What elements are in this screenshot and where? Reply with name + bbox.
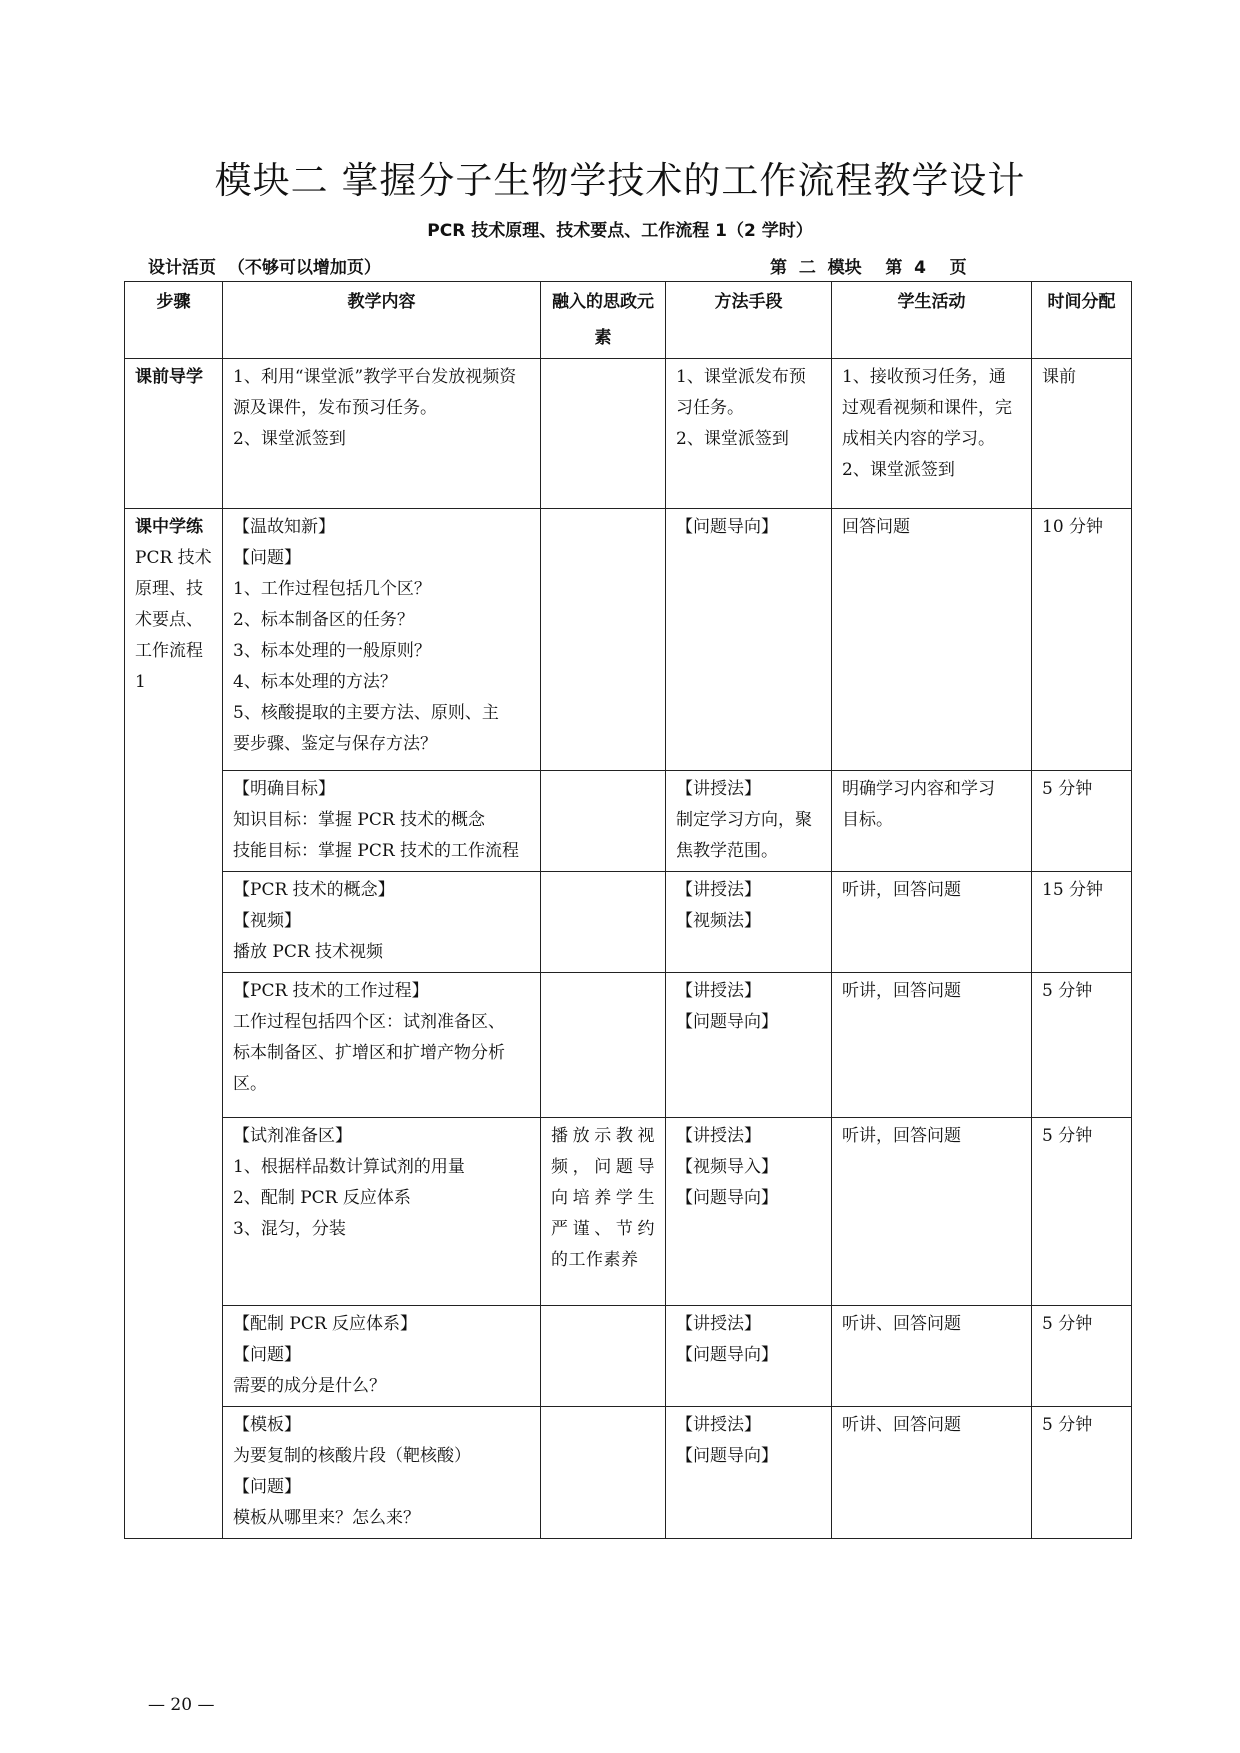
content-cell-line: 【视频】 <box>233 911 301 931</box>
lesson-plan-table <box>124 281 1132 1539</box>
content-cell-line: 1、根据样品数计算试剂的用量 <box>233 1157 465 1177</box>
content-cell <box>223 509 541 771</box>
content-cell-line: 3、混匀，分装 <box>233 1219 346 1239</box>
content-cell-line: 1、利用“课堂派”教学平台发放视频资 <box>233 367 517 387</box>
time-cell: 课前 <box>1032 359 1132 509</box>
content-cell-line: 需要的成分是什么？ <box>233 1376 386 1396</box>
module-page-label: 第 二 模块 第 4 页 <box>770 258 967 278</box>
student-activity-cell-line: 听讲、回答问题 <box>842 1415 961 1435</box>
ideology-cell <box>541 509 666 771</box>
method-cell-line: 1、课堂派发布预 <box>676 367 806 387</box>
content-cell-line: 工作过程包括四个区：试剂准备区、 <box>233 1012 505 1032</box>
ideology-text: 播放示教视频，问题导向培养学生严谨、节约的工作素养 <box>551 1126 655 1270</box>
table-header-row <box>125 282 1132 359</box>
content-cell <box>223 1118 541 1306</box>
student-activity-cell-line: 过观看视频和课件，完 <box>842 398 1012 418</box>
student-activity-cell <box>832 771 1032 872</box>
ideology-cell <box>541 973 666 1118</box>
content-cell-line: 区。 <box>233 1074 267 1094</box>
header-step: 步骤 <box>125 282 223 359</box>
method-cell <box>666 509 832 771</box>
content-cell-line: 【温故知新】 <box>233 517 335 537</box>
content-cell-line: 2、配制 PCR 反应体系 <box>233 1188 411 1208</box>
content-cell-line: 模板从哪里来？怎么来？ <box>233 1508 420 1528</box>
table-row <box>125 973 1132 1118</box>
table-row <box>125 771 1132 872</box>
content-cell-line: 【PCR 技术的工作过程】 <box>233 981 429 1001</box>
student-activity-cell-line: 听讲，回答问题 <box>842 981 961 1001</box>
student-activity-cell-line: 2、课堂派签到 <box>842 460 955 480</box>
step-cell <box>125 509 223 1539</box>
content-cell <box>223 1407 541 1539</box>
student-activity-cell <box>832 359 1032 509</box>
content-cell-line: 要步骤、鉴定与保存方法？ <box>233 734 437 754</box>
content-cell-line: 为要复制的核酸片段（靶核酸） <box>233 1446 471 1466</box>
content-cell-line: 【问题】 <box>233 1477 301 1497</box>
method-cell-line: 【视频导入】 <box>676 1157 778 1177</box>
time-cell: 5 分钟 <box>1032 1118 1132 1306</box>
student-activity-cell-line: 1、接收预习任务，通 <box>842 367 1006 387</box>
ideology-cell <box>541 872 666 973</box>
content-cell <box>223 1306 541 1407</box>
method-cell <box>666 1118 832 1306</box>
method-cell <box>666 1306 832 1407</box>
student-activity-cell <box>832 1306 1032 1407</box>
content-cell-line: 知识目标：掌握 PCR 技术的概念 <box>233 810 486 830</box>
student-activity-cell-line: 成相关内容的学习。 <box>842 429 995 449</box>
method-cell <box>666 771 832 872</box>
student-activity-cell <box>832 1118 1032 1306</box>
time-cell: 5 分钟 <box>1032 1407 1132 1539</box>
page-number: — 20 — <box>148 1695 215 1715</box>
content-cell-line: 标本制备区、扩增区和扩增产物分析 <box>233 1043 505 1063</box>
method-cell-line: 【讲授法】 <box>676 1314 761 1334</box>
content-cell-line: 【问题】 <box>233 1345 301 1365</box>
table-row <box>125 359 1132 509</box>
table-row <box>125 509 1132 771</box>
method-cell-line: 【讲授法】 <box>676 1415 761 1435</box>
student-activity-cell <box>832 1407 1032 1539</box>
content-cell-line: 源及课件，发布预习任务。 <box>233 398 437 418</box>
method-cell-line: 【讲授法】 <box>676 779 761 799</box>
ideology-cell <box>541 1306 666 1407</box>
method-cell-line: 制定学习方向，聚 <box>676 810 812 830</box>
ideology-cell <box>541 1407 666 1539</box>
method-cell-line: 【视频法】 <box>676 911 761 931</box>
method-cell-line: 焦教学范围。 <box>676 841 778 861</box>
content-cell <box>223 771 541 872</box>
student-activity-cell-line: 目标。 <box>842 810 893 830</box>
table-row <box>125 1407 1132 1539</box>
method-cell <box>666 1407 832 1539</box>
ideology-cell <box>541 771 666 872</box>
header-content: 教学内容 <box>223 282 541 359</box>
method-cell-line: 习任务。 <box>676 398 744 418</box>
method-cell-line: 【讲授法】 <box>676 1126 761 1146</box>
content-cell-line: 1、工作过程包括几个区？ <box>233 579 431 599</box>
student-activity-cell-line: 听讲，回答问题 <box>842 1126 961 1146</box>
student-activity-cell-line: 听讲，回答问题 <box>842 880 961 900</box>
step-cell <box>125 359 223 509</box>
time-cell: 15 分钟 <box>1032 872 1132 973</box>
method-cell-line: 【问题导向】 <box>676 1446 778 1466</box>
content-cell <box>223 973 541 1118</box>
method-cell-line: 【问题导向】 <box>676 1012 778 1032</box>
method-cell-line: 【讲授法】 <box>676 880 761 900</box>
time-cell: 5 分钟 <box>1032 1306 1132 1407</box>
content-cell-line: 【试剂准备区】 <box>233 1126 352 1146</box>
ideology-cell <box>541 359 666 509</box>
step-title: 课中学练 <box>135 517 203 537</box>
design-sheet-label: 设计活页 （不够可以增加页） <box>148 258 381 278</box>
student-activity-cell-line: 听讲、回答问题 <box>842 1314 961 1334</box>
ideology-cell <box>541 1118 666 1306</box>
student-activity-cell-line: 回答问题 <box>842 517 910 537</box>
step-title: 课前导学 <box>135 367 203 387</box>
content-cell-line: 【问题】 <box>233 548 301 568</box>
time-cell: 10 分钟 <box>1032 509 1132 771</box>
document-title: 模块二 掌握分子生物学技术的工作流程教学设计 <box>214 159 1026 202</box>
content-cell-line: 【配制 PCR 反应体系】 <box>233 1314 418 1334</box>
student-activity-cell <box>832 973 1032 1118</box>
lesson-subtitle: PCR 技术原理、技术要点、工作流程 1（2 学时） <box>427 221 813 241</box>
header-ideology: 融入的思政元素 <box>541 282 666 359</box>
content-cell <box>223 359 541 509</box>
student-activity-cell <box>832 872 1032 973</box>
content-cell-line: 【明确目标】 <box>233 779 335 799</box>
method-cell-line: 【讲授法】 <box>676 981 761 1001</box>
table-row <box>125 1306 1132 1407</box>
method-cell <box>666 973 832 1118</box>
step-description: PCR 技术原理、技术要点、工作流程 1 <box>135 548 212 692</box>
header-method: 方法手段 <box>666 282 832 359</box>
content-cell-line: 2、课堂派签到 <box>233 429 346 449</box>
content-cell-line: 2、标本制备区的任务？ <box>233 610 414 630</box>
content-cell-line: 播放 PCR 技术视频 <box>233 942 384 962</box>
content-cell-line: 技能目标：掌握 PCR 技术的工作流程 <box>233 841 520 861</box>
method-cell-line: 【问题导向】 <box>676 517 778 537</box>
content-cell <box>223 872 541 973</box>
header-time: 时间分配 <box>1032 282 1132 359</box>
table-row <box>125 872 1132 973</box>
method-cell <box>666 872 832 973</box>
content-cell-line: 【模板】 <box>233 1415 301 1435</box>
method-cell-line: 2、课堂派签到 <box>676 429 789 449</box>
content-cell-line: 3、标本处理的一般原则？ <box>233 641 431 661</box>
method-cell-line: 【问题导向】 <box>676 1188 778 1208</box>
student-activity-cell <box>832 509 1032 771</box>
header-student-activity: 学生活动 <box>832 282 1032 359</box>
time-cell: 5 分钟 <box>1032 771 1132 872</box>
student-activity-cell-line: 明确学习内容和学习 <box>842 779 995 799</box>
content-cell-line: 4、标本处理的方法？ <box>233 672 397 692</box>
table-row <box>125 1118 1132 1306</box>
content-cell-line: 5、核酸提取的主要方法、原则、主 <box>233 703 499 723</box>
method-cell <box>666 359 832 509</box>
content-cell-line: 【PCR 技术的概念】 <box>233 880 395 900</box>
time-cell: 5 分钟 <box>1032 973 1132 1118</box>
method-cell-line: 【问题导向】 <box>676 1345 778 1365</box>
